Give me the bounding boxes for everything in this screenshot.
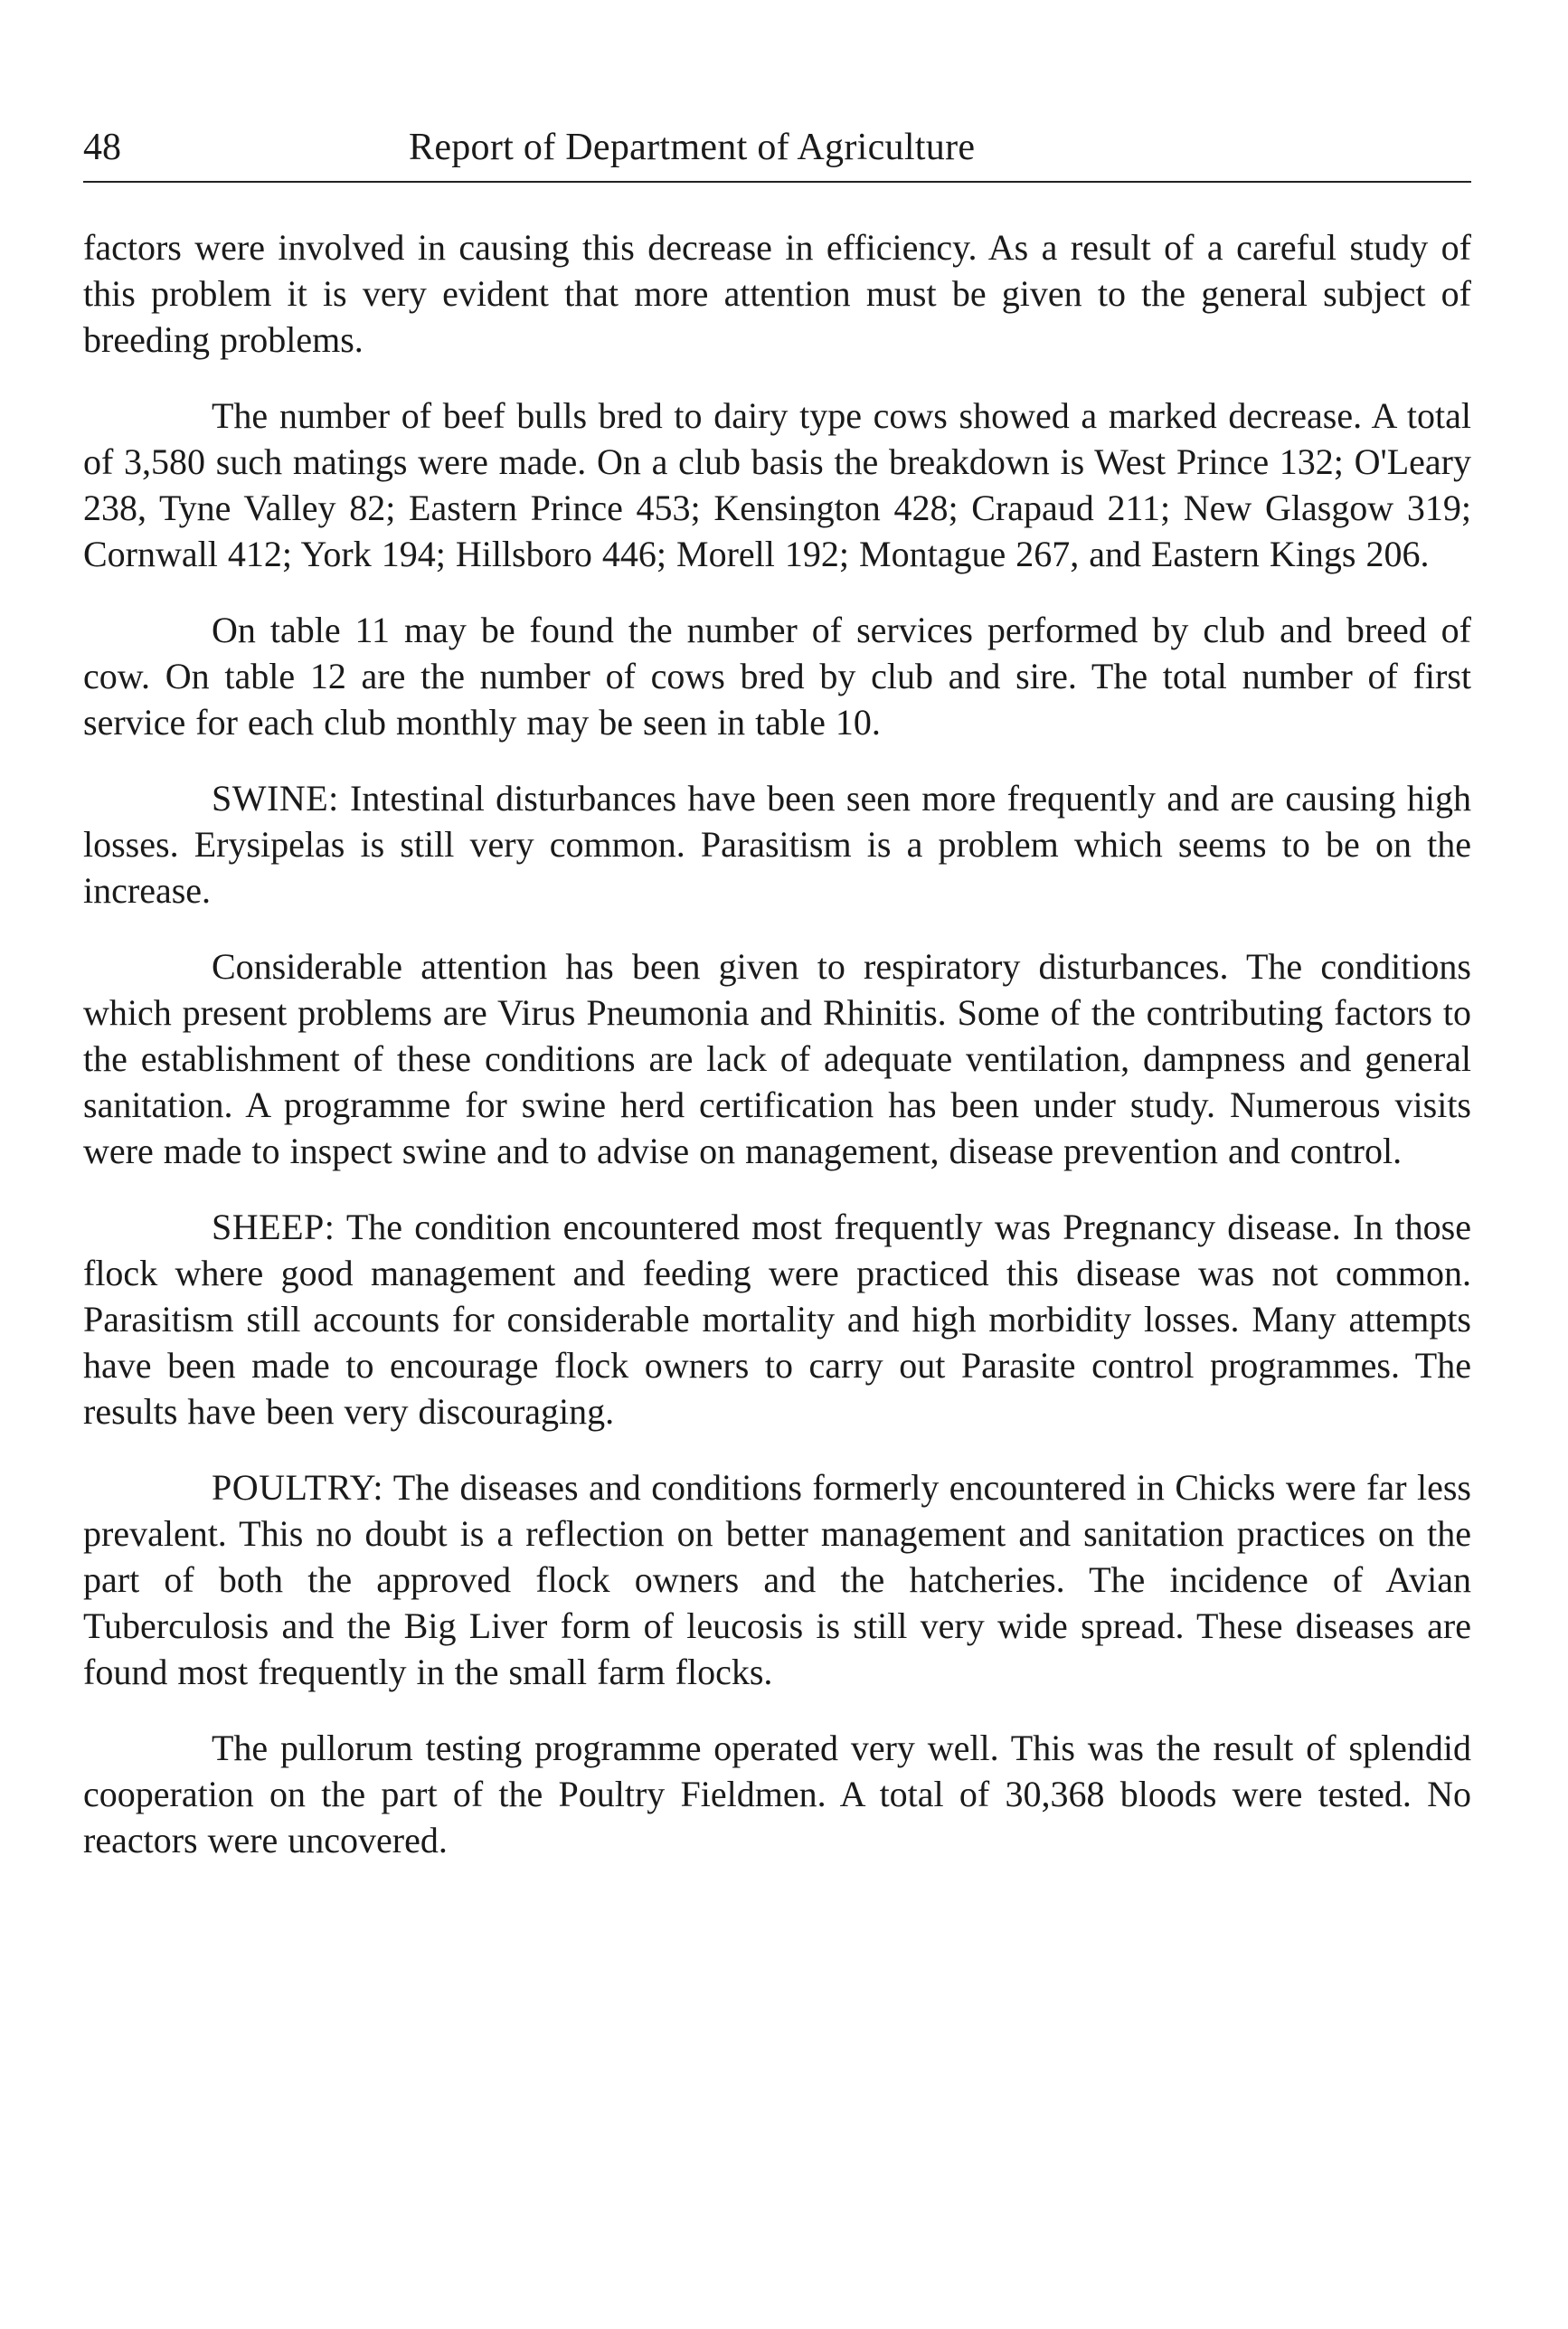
paragraph-text: The pullorum testing programme operated very well. This was the result of splendid cooperation on the part of the Poultry Fieldmen. A total of 30,368 bloods were tested. No reactors were uncovered. <box>83 1728 1471 1860</box>
page-number: 48 <box>83 127 121 168</box>
paragraph-text: The number of beef bulls bred to dairy type cows showed a marked decrease. A total of 3,580 such matings were made. On a club basis the breakdown is West Prince 132; O'Leary 238, Tyne Valley 82; Eastern Prince 453; Kensington 428; Crapaud 211; New Glasgow 319; Cornwall 412; York 194; Hillsboro 446; Morell 192; Montague 267, and Eastern Kings 206. <box>83 395 1471 574</box>
paragraph-swine <box>83 775 1471 914</box>
paragraph-text: On table 11 may be found the number of services performed by club and breed of cow. On table 12 are the number of cows bred by club and sire. The total number of first service for each club monthly may be seen in table 10. <box>83 610 1471 743</box>
page-header <box>83 109 1471 183</box>
paragraph-text: The condition encountered most frequently was Pregnancy disease. In those flock where good management and feeding were practiced this disease was not common. Parasitism still accounts for considerable mortality and high morbidity losses. Many attempts have been made to encourage flock owners to carry out Parasite control programmes. The results have been very discouraging. <box>83 1207 1471 1432</box>
section-label-sheep: SHEEP: <box>212 1207 335 1247</box>
paragraph-sheep <box>83 1204 1471 1434</box>
paragraph-tables <box>83 607 1471 745</box>
paragraph-text: Considerable attention has been given to respiratory disturbances. The conditions which present problems are Virus Pneumonia and Rhinitis. Some of the contributing factors to the establishment of these conditions are lack of adequate ventilation, dampness and general sanitation. A programme for swine herd certification has been under study. Numerous visits were made to inspect swine and to advise on management, disease prevention and control. <box>83 946 1471 1171</box>
section-label-swine: SWINE: <box>212 778 339 819</box>
paragraph-continuation <box>83 224 1471 363</box>
paragraph-poultry <box>83 1464 1471 1695</box>
paragraph-beef-bulls <box>83 393 1471 577</box>
document-page <box>83 109 1471 1893</box>
paragraph-respiratory <box>83 943 1471 1174</box>
body-text <box>83 224 1471 1863</box>
paragraph-text: Intestinal disturbances have been seen more frequently and are causing high losses. Erysipelas is still very common. Parasitism is a problem which seems to be on the increase. <box>83 778 1471 911</box>
section-label-poultry: POULTRY: <box>212 1467 384 1508</box>
running-title: Report of Department of Agriculture <box>409 127 976 168</box>
paragraph-text: factors were involved in causing this decrease in efficiency. As a result of a careful study of this problem it is very evident that more attention must be given to the general subject of breeding problems. <box>83 227 1471 360</box>
paragraph-text: The diseases and conditions formerly encountered in Chicks were far less prevalent. This no doubt is a reflection on better management and sanitation practices on the part of both the approved flock owners and the hatcheries. The incidence of Avian Tuberculosis and the Big Liver form of leucosis is still very wide spread. These diseases are found most frequently in the small farm flocks. <box>83 1467 1471 1692</box>
paragraph-pullorum <box>83 1725 1471 1863</box>
